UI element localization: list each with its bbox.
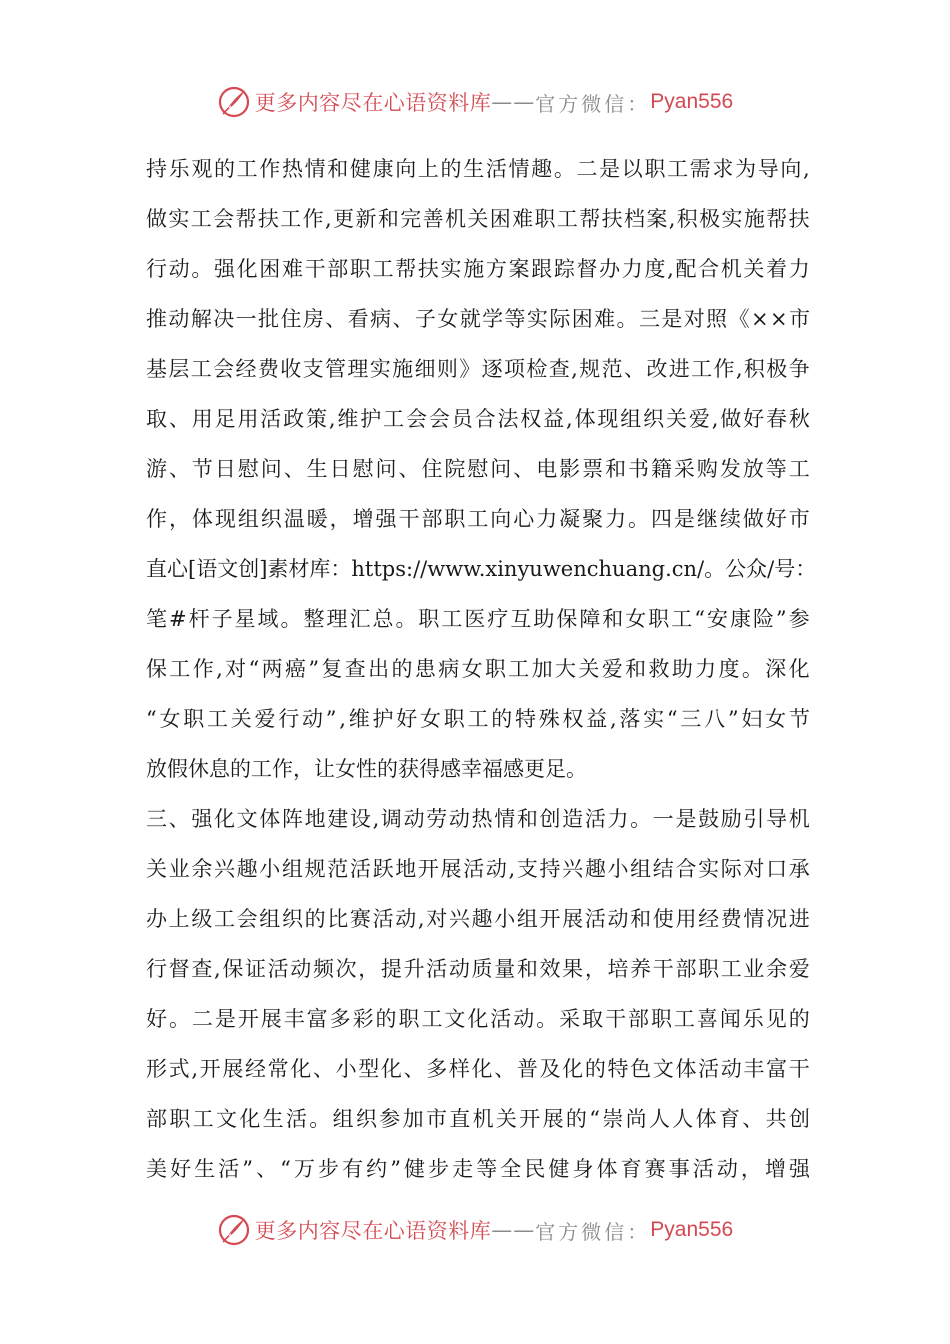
text-line: 推 动 解 决 一 批 住 房 、 看 病 、 子 女 就 学 等 实 际 困 难 。 三 是 对 照 《 × × 市: [146, 307, 810, 331]
text-line: 行 动 。 强 化 困 难 干 部 职 工 帮 扶 实 施 方 案 跟 踪 督 办 力 度 , 配 合 机 关 着 力: [146, 257, 810, 281]
document-body: [146, 144, 817, 1194]
quill-logo-icon: [217, 1213, 251, 1247]
header-wechat-id: Pyan556: [650, 90, 734, 113]
footer-brand-text: 更多内容尽在心语资料库: [254, 1219, 492, 1243]
header-dash: ——: [491, 90, 536, 114]
footer-dash: ——: [491, 1218, 536, 1242]
quill-logo-icon: [217, 85, 251, 119]
text-line: 关 业 余 兴 趣 小 组 规 范 活 跃 地 开 展 活 动 , 支 持 兴 趣 小 组 结 合 实 际 对 口 承: [146, 857, 810, 881]
footer-weixin-label: 官方微信：: [535, 1219, 651, 1244]
text-line: 形 式 , 开 展 经 常 化 、 小 型 化 、 多 样 化 、 普 及 化 的 特 色 文 体 活 动 丰 富 干: [146, 1057, 810, 1081]
footer-wechat-id: Pyan556: [650, 1218, 734, 1241]
text-line: “ 女 职 工 关 爱 行 动 ” , 维 护 好 女 职 工 的 特 殊 权 益 , 落 实 “ 三 八 ” 妇 女 节: [146, 707, 810, 731]
text-line: 作 ， 体 现 组 织 温 暖 ， 增 强 干 部 职 工 向 心 力 凝 聚 力 。 四 是 继 续 做 好 市: [146, 507, 810, 531]
text-line: 游 、 节 日 慰 问 、 生 日 慰 问 、 住 院 慰 问 、 电 影 票 和 书 籍 采 购 发 放 等 工: [146, 457, 810, 481]
text-line: 直 心 [ 语 文 创 ] 素 材 库 ： https://www.xinyuwenchuang.cn/ 。 公 众 / 号 ：: [146, 557, 817, 581]
text-line: 取 、 用 足 用 活 政 策 , 维 护 工 会 会 员 合 法 权 益 , 体 现 组 织 关 爱 , 做 好 春 秋: [146, 407, 810, 431]
text-line: 持 乐 观 的 工 作 热 情 和 健 康 向 上 的 生 活 情 趣 。 二 是 以 职 工 需 求 为 导 向 ,: [146, 157, 810, 181]
text-line: 美 好 生 活 ” 、 “ 万 步 有 约 ” 健 步 走 等 全 民 健 身 体 育 赛 事 活 动 ， 增 强: [146, 1157, 810, 1181]
header-weixin-label: 官方微信：: [535, 91, 651, 116]
text-line: 三 、 强 化 文 体 阵 地 建 设 , 调 动 劳 动 热 情 和 创 造 活 力 。 一 是 鼓 励 引 导 机: [146, 807, 810, 831]
header-brand-text: 更多内容尽在心语资料库: [254, 91, 492, 115]
text-line: 部 职 工 文 化 生 活 。 组 织 参 加 市 直 机 关 开 展 的 “ 崇 尚 人 人 体 育 、 共 创: [146, 1107, 810, 1131]
text-line: 行 督 查 , 保 证 活 动 频 次 ， 提 升 活 动 质 量 和 效 果 ， 培 养 干 部 职 工 业 余 爱: [146, 957, 810, 981]
text-line: 好 。 二 是 开 展 丰 富 多 彩 的 职 工 文 化 活 动 。 采 取 干 部 职 工 喜 闻 乐 见 的: [146, 1007, 810, 1031]
text-line: 基 层 工 会 经 费 收 支 管 理 实 施 细 则 》 逐 项 检 查 , 规 范 、 改 进 工 作 , 积 极 争: [146, 357, 810, 381]
text-line: 做 实 工 会 帮 扶 工 作 , 更 新 和 完 善 机 关 困 难 职 工 帮 扶 档 案 , 积 极 实 施 帮 扶: [146, 207, 810, 231]
header-banner: [0, 82, 950, 122]
text-line: 笔 # 杆 子 星 域 。 整 理 汇 总 。 职 工 医 疗 互 助 保 障 和 女 职 工 “ 安 康 险 ” 参: [146, 607, 810, 631]
footer-banner: [0, 1210, 950, 1250]
text-line: 放假休息的工作，让女性的获得感幸福感更足。: [146, 757, 587, 781]
text-line: 办 上 级 工 会 组 织 的 比 赛 活 动 , 对 兴 趣 小 组 开 展 活 动 和 使 用 经 费 情 况 进: [146, 907, 810, 931]
text-line: 保 工 作 , 对 “ 两 癌 ” 复 查 出 的 患 病 女 职 工 加 大 关 爱 和 救 助 力 度 。 深 化: [146, 657, 810, 681]
